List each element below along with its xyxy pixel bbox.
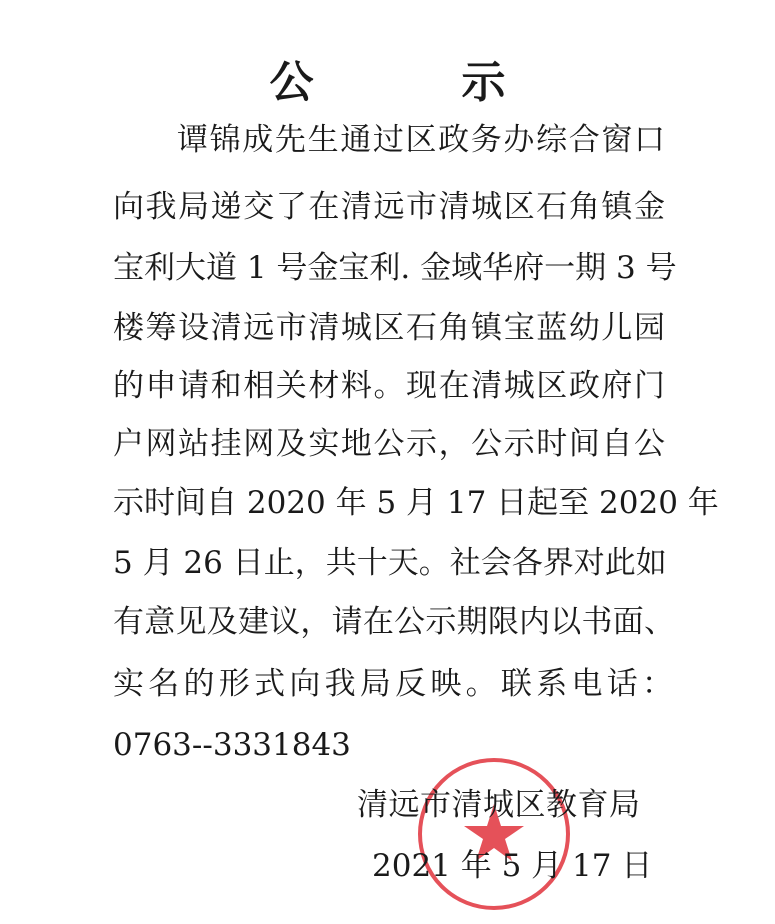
body-line: 有意见及建议，请在公示期限内以书面、 bbox=[113, 604, 675, 640]
body-line: 的申请和相关材料。现在清城区政府门 bbox=[113, 368, 665, 404]
body-line: 5 月 26 日止，共十天。社会各界对此如 bbox=[113, 545, 667, 581]
issuing-organization: 清远市清城区教育局 bbox=[357, 787, 641, 823]
body-line: 谭锦成先生通过区政务办综合窗口 bbox=[177, 122, 665, 158]
body-line: 楼筹设清远市清城区石角镇宝蓝幼儿园 bbox=[113, 310, 665, 346]
contact-phone: 0763--3331843 bbox=[113, 727, 351, 763]
body-line: 户网站挂网及实地公示，公示时间自公 bbox=[113, 426, 665, 462]
body-line: 向我局递交了在清远市清城区石角镇金 bbox=[113, 189, 665, 225]
page-title: 公 示 bbox=[269, 57, 558, 108]
body-line: 实名的形式向我局反映。联系电话： bbox=[113, 666, 673, 702]
issue-date: 2021 年 5 月 17 日 bbox=[372, 848, 653, 884]
official-seal-stamp bbox=[416, 756, 572, 912]
body-line: 示时间自 2020 年 5 月 17 日起至 2020 年 bbox=[113, 485, 719, 521]
body-line: 宝利大道 1 号金宝利. 金域华府一期 3 号 bbox=[113, 250, 677, 286]
